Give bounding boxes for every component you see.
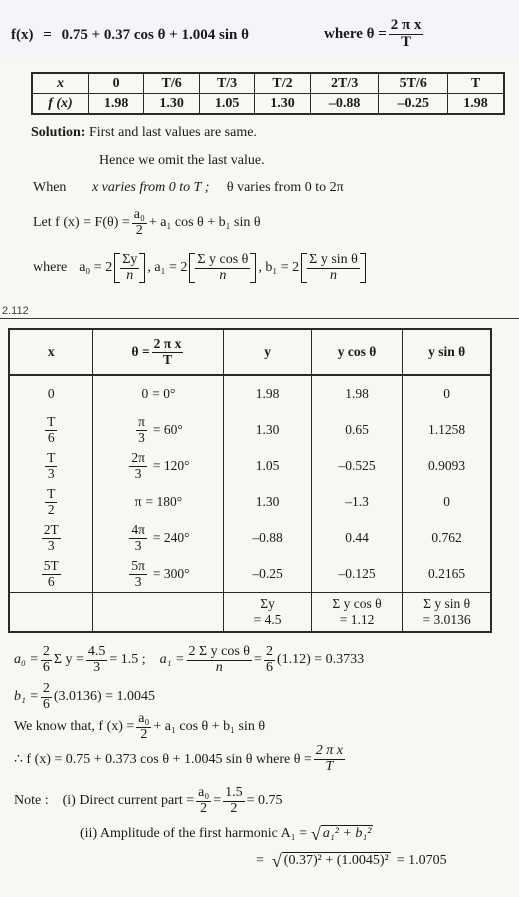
page-rule xyxy=(0,318,519,319)
computation-sum-ysin-value: = 3.0136 xyxy=(422,612,471,628)
a0-result-frac2 xyxy=(86,645,108,675)
computation-cell-theta-num: π xyxy=(138,414,145,430)
sqrt-icon: √ xyxy=(271,851,282,871)
a1-result-frac1-den: n xyxy=(215,659,223,675)
b1-result-frac-num: 2 xyxy=(42,681,50,696)
computation-cell-theta xyxy=(134,412,183,448)
computation-cell-x-num: T xyxy=(47,486,56,502)
header-fraction-num: 2 π x xyxy=(390,17,422,33)
sqrt-icon: √ xyxy=(311,824,321,844)
computation-cell-ysin-value: 0.2165 xyxy=(428,566,466,581)
computation-cell-x-num: 0 xyxy=(47,386,55,401)
computation-cell-y-value: 1.30 xyxy=(255,422,280,437)
computation-cell-x-den: 3 xyxy=(47,465,55,481)
solution-line1-text: First and last values are same. xyxy=(88,125,257,140)
computation-cell-theta-den: 3 xyxy=(134,573,142,589)
let-fraction-num: a₀ xyxy=(133,207,145,222)
computation-cell-ycos-value: 0.44 xyxy=(345,530,369,545)
values-table-cell: 1.30 xyxy=(144,94,199,115)
values-table-header-row xyxy=(32,73,504,94)
computation-header-theta-den: T xyxy=(162,351,172,367)
computation-cell-ycos xyxy=(345,376,369,412)
computation-cell-ysin-value: 1.1258 xyxy=(428,422,466,437)
header-formula xyxy=(11,27,249,44)
a0-formula-num: Σy xyxy=(122,252,138,267)
computation-cell-ysin xyxy=(443,376,450,412)
values-table-cell: 1.98 xyxy=(448,94,504,115)
computation-header-theta-prefix: θ = xyxy=(131,344,150,359)
computation-cell-y-value: –0.25 xyxy=(252,566,283,581)
computation-cell-theta-fraction xyxy=(136,415,147,444)
note-line1-frac2-num: 1.5 xyxy=(225,785,243,800)
note-line3-sqrt-content: (0.37)² + (1.0045)² xyxy=(283,853,389,868)
computation-cell-x xyxy=(43,412,59,448)
a1-result-frac2-num: 2 xyxy=(265,644,273,659)
b1-formula-text: , b₁ = 2 xyxy=(258,260,300,276)
computation-cell-ycos xyxy=(345,484,369,520)
note-line2 xyxy=(80,825,373,843)
computation-cell-ysin xyxy=(428,448,465,484)
values-table-header-cell: T xyxy=(448,73,504,94)
computation-col-x xyxy=(9,375,93,593)
note-label: Note : xyxy=(14,793,49,809)
a1-formula-fraction xyxy=(195,253,250,283)
values-table-data-row xyxy=(32,94,504,115)
therefore-text: ∴ f (x) = 0.75 + 0.373 cos θ + 1.0045 sin θ where θ = xyxy=(14,751,312,767)
computation-cell-x-fraction xyxy=(42,523,61,552)
values-table-cell: –0.25 xyxy=(379,94,448,115)
computation-header-theta-num: 2 π x xyxy=(153,336,182,352)
a0-result-lhs: a₀ = xyxy=(14,652,39,668)
a1-result-frac2 xyxy=(264,645,275,675)
computation-table-body xyxy=(9,375,491,593)
computation-col-y xyxy=(224,375,311,593)
computation-sum-y-label: Σy xyxy=(260,596,275,611)
computation-cell-ysin-value: 0.9093 xyxy=(428,458,466,473)
computation-cell-ycos-value: –0.525 xyxy=(338,458,376,473)
a1-formula-text: , a₁ = 2 xyxy=(147,260,188,276)
note-line3-result: = 1.0705 xyxy=(396,853,447,868)
computation-cell-theta xyxy=(127,448,189,484)
computation-cell-ycos xyxy=(345,520,369,556)
computation-cell-theta-den: 3 xyxy=(138,429,145,445)
a1-formula-num: Σ y cos θ xyxy=(197,252,249,267)
computation-header-theta xyxy=(93,329,224,375)
computation-cell-x xyxy=(48,376,55,412)
computation-cell-x-fraction xyxy=(45,415,57,444)
header-fraction xyxy=(389,18,424,51)
computation-cell-y-value: 1.30 xyxy=(255,494,280,509)
b1-result-value: (3.0136) = 1.0045 xyxy=(53,689,156,705)
computation-col-ycos xyxy=(311,375,402,593)
note-line1-result: = 0.75 xyxy=(246,793,283,809)
computation-cell-y xyxy=(252,520,282,556)
computation-sum-ycos-label: Σ y cos θ xyxy=(332,596,382,611)
values-table-cell: 1.30 xyxy=(255,94,310,115)
note-line3 xyxy=(256,852,447,870)
a1-result-mid: = xyxy=(254,652,262,668)
computation-sum-ysin-label: Σ y sin θ xyxy=(423,596,471,611)
when-line xyxy=(33,180,344,196)
header-where xyxy=(324,18,425,51)
computation-cell-y-value: 1.98 xyxy=(255,386,280,401)
computation-col-ysin xyxy=(403,375,491,593)
computation-cell-x-num: T xyxy=(47,414,56,430)
computation-col-theta xyxy=(93,375,224,593)
computation-cell-ycos-value: 0.65 xyxy=(345,422,369,437)
values-table-cell: –0.88 xyxy=(310,94,379,115)
a1-formula-den: n xyxy=(219,267,227,283)
where-label: where xyxy=(33,260,68,276)
computation-header-ycos: y cos θ xyxy=(311,329,402,375)
when-label: When xyxy=(33,180,67,195)
computation-cell-y xyxy=(256,376,280,412)
b1-formula-fraction xyxy=(307,253,360,283)
page-number: 2.112 xyxy=(2,305,29,317)
computation-header-theta-fraction xyxy=(152,337,184,366)
computation-header-ysin: y sin θ xyxy=(403,329,491,375)
computation-header-y: y xyxy=(224,329,311,375)
computation-cell-ysin xyxy=(428,412,465,448)
know-rest: + a₁ cos θ + b₁ sin θ xyxy=(153,719,266,735)
values-table-header-cell: 2T/3 xyxy=(310,73,379,94)
b1-result-lhs: b₁ = xyxy=(14,689,39,705)
computation-cell-theta-fraction xyxy=(129,559,147,588)
header-where-label: where θ = xyxy=(324,25,387,42)
computation-cell-x-num: 2T xyxy=(43,522,59,538)
note-line2-sqrt-content: a₁² + b₁² xyxy=(322,826,372,841)
note-line1-frac1-num: a₀ xyxy=(198,785,210,800)
values-table-header-cell: x xyxy=(32,73,88,94)
computation-cell-ycos xyxy=(345,412,369,448)
computation-cell-y xyxy=(256,448,280,484)
computation-sum-empty-x xyxy=(9,593,93,633)
note-line1 xyxy=(14,786,283,816)
computation-cell-theta-den: 3 xyxy=(134,465,142,481)
computation-cell-x-fraction xyxy=(45,451,57,480)
computation-sum-y xyxy=(224,593,311,633)
a0-formula-den: n xyxy=(126,267,134,283)
a1-bracket xyxy=(189,253,256,283)
note-line1-frac2-den: 2 xyxy=(230,800,238,816)
values-table-header-cell: 5T/6 xyxy=(379,73,448,94)
values-table-header-cell: T/3 xyxy=(199,73,254,94)
computation-cell-x-num: T xyxy=(47,450,56,466)
a0-bracket xyxy=(114,253,145,283)
know-frac-den: 2 xyxy=(140,726,148,742)
solution-label: Solution: xyxy=(31,125,86,140)
computation-cell-theta-degrees: = 60° xyxy=(152,422,183,437)
computation-header-x: x xyxy=(9,329,93,375)
a1-result-frac2-den: 6 xyxy=(265,659,273,675)
computation-cell-theta-num: 5π xyxy=(131,558,145,574)
computation-cell-theta-degrees: = 180° xyxy=(145,494,183,509)
let-text: Let f (x) = F(θ) = xyxy=(33,215,130,231)
let-rest: + a₁ cos θ + b₁ sin θ xyxy=(148,215,261,231)
values-table-cell: 1.05 xyxy=(199,94,254,115)
a0-result-frac1-den: 6 xyxy=(42,659,50,675)
header-formula-lhs: f(x) xyxy=(11,27,34,43)
coefficient-formulas xyxy=(33,253,368,283)
solution-line2: Hence we omit the last value. xyxy=(99,153,265,168)
values-table-row-label: f (x) xyxy=(32,94,88,115)
values-table-header-cell: T/6 xyxy=(144,73,199,94)
when-text-theta: θ varies from 0 to 2π xyxy=(226,180,344,195)
computation-sum-ysin xyxy=(403,593,491,633)
computation-sum-y-value: = 4.5 xyxy=(253,612,282,628)
computation-cell-theta xyxy=(135,484,182,520)
computation-cell-x-den: 6 xyxy=(47,429,55,445)
computation-cell-theta-fraction xyxy=(129,523,147,552)
computation-cell-x-fraction xyxy=(45,487,57,516)
computation-cell-theta-degrees: = 300° xyxy=(152,566,190,581)
computation-cell-theta xyxy=(127,520,189,556)
values-table-header-cell: 0 xyxy=(88,73,143,94)
a0-result-frac1-num: 2 xyxy=(42,644,50,659)
computation-table-header-row xyxy=(9,329,491,375)
a0-result-mid: Σ y = xyxy=(53,652,84,668)
computation-cell-theta-den: 3 xyxy=(134,537,142,553)
header-formula-eq: = xyxy=(43,27,52,43)
note-line1-frac1-den: 2 xyxy=(200,800,208,816)
a0-result-frac2-num: 4.5 xyxy=(87,644,106,659)
computation-cell-y-value: –0.88 xyxy=(252,530,283,545)
know-text: We know that, f (x) = xyxy=(14,719,135,735)
header-fraction-den: T xyxy=(401,33,412,50)
therefore-frac-den: T xyxy=(325,758,334,774)
computation-cell-x-den: 2 xyxy=(47,501,55,517)
computation-cell-theta-num: 4π xyxy=(131,522,145,538)
computation-cell-ycos-value: –0.125 xyxy=(338,566,376,581)
computation-cell-ysin-value: 0.762 xyxy=(431,530,462,545)
a1-result-frac1 xyxy=(187,645,253,675)
a0-result-value: = 1.5 ; xyxy=(109,652,146,668)
computation-sum-empty-theta xyxy=(93,593,224,633)
computation-cell-x-num: 5T xyxy=(43,558,59,574)
b1-bracket xyxy=(301,253,366,283)
therefore-frac-num: 2 π x xyxy=(315,743,344,758)
b1-formula-num: Σ y sin θ xyxy=(309,252,358,267)
computation-table xyxy=(8,328,492,633)
values-table-cell: 1.98 xyxy=(88,94,143,115)
computation-cell-ysin xyxy=(428,556,465,592)
computation-cell-theta-num: π xyxy=(134,494,142,509)
solution-line1 xyxy=(31,125,257,141)
let-line xyxy=(33,208,261,238)
therefore-frac xyxy=(314,744,345,774)
note-line1-text: (i) Direct current part = xyxy=(62,793,195,809)
computation-cell-x-fraction xyxy=(42,559,61,588)
computation-cell-theta-degrees: = 0° xyxy=(152,386,176,401)
computation-cell-theta-degrees: = 120° xyxy=(152,458,190,473)
computation-cell-ycos-value: –1.3 xyxy=(345,494,369,509)
computation-cell-ycos xyxy=(338,556,375,592)
note-line1-frac2 xyxy=(223,786,245,816)
computation-cell-x xyxy=(40,520,63,556)
b1-result-line xyxy=(14,682,155,712)
values-table-header-cell: T/2 xyxy=(255,73,310,94)
a0-formula-fraction xyxy=(120,253,139,283)
therefore-line xyxy=(14,744,347,774)
know-frac xyxy=(136,712,151,742)
computation-cell-theta-fraction xyxy=(129,451,147,480)
computation-cell-x xyxy=(40,556,63,592)
computation-cell-theta-num: 2π xyxy=(131,450,145,466)
a0-result-frac1 xyxy=(41,645,52,675)
note-line1-eq: = xyxy=(213,793,222,809)
b1-result-frac-den: 6 xyxy=(42,696,50,712)
computation-sum-ycos xyxy=(311,593,402,633)
computation-cell-x xyxy=(43,448,59,484)
computation-sum-row xyxy=(9,593,491,633)
computation-cell-ysin-value: 0 xyxy=(443,386,450,401)
computation-cell-y xyxy=(252,556,282,592)
a0-result-frac2-den: 3 xyxy=(93,659,101,675)
computation-cell-ycos-value: 1.98 xyxy=(345,386,369,401)
computation-cell-x xyxy=(43,484,59,520)
computation-cell-y xyxy=(256,412,280,448)
computation-cell-ysin xyxy=(431,520,461,556)
header-formula-rhs: 0.75 + 0.37 cos θ + 1.004 sin θ xyxy=(61,27,249,43)
computation-cell-ysin xyxy=(443,484,450,520)
computation-cell-ysin-value: 0 xyxy=(443,494,450,509)
let-fraction xyxy=(132,208,147,238)
note-line2-text: (ii) Amplitude of the first harmonic A₁ = xyxy=(80,826,308,841)
computation-cell-theta xyxy=(141,376,175,412)
computation-cell-ycos xyxy=(338,448,375,484)
computation-cell-theta-degrees: = 240° xyxy=(152,530,190,545)
a1-result-frac1-num: 2 Σ y cos θ xyxy=(188,644,251,659)
note-line2-sqrt xyxy=(311,825,373,843)
a0-result-line xyxy=(14,645,364,675)
values-table xyxy=(31,72,505,115)
a1-result-value: (1.12) = 0.3733 xyxy=(276,652,365,668)
computation-cell-theta-num: 0 xyxy=(141,386,149,401)
when-text-x: x varies from 0 to T ; xyxy=(91,180,210,195)
computation-sum-ycos-value: = 1.12 xyxy=(339,612,375,628)
computation-cell-x-den: 3 xyxy=(47,537,55,553)
b1-formula-den: n xyxy=(330,267,338,283)
computation-cell-x-den: 6 xyxy=(47,573,55,589)
note-line1-frac1 xyxy=(196,786,211,816)
computation-cell-y-value: 1.05 xyxy=(255,458,280,473)
computation-cell-theta xyxy=(127,556,189,592)
know-line xyxy=(14,712,265,742)
note-line3-sqrt xyxy=(272,852,391,870)
a0-formula-text: a₀ = 2 xyxy=(79,260,113,276)
b1-result-frac xyxy=(41,682,52,712)
know-frac-num: a₀ xyxy=(138,711,150,726)
computation-cell-y xyxy=(256,484,280,520)
let-fraction-den: 2 xyxy=(135,222,143,238)
note-line3-eq: = xyxy=(256,853,264,868)
a1-result-lhs: a₁ = xyxy=(159,652,185,668)
